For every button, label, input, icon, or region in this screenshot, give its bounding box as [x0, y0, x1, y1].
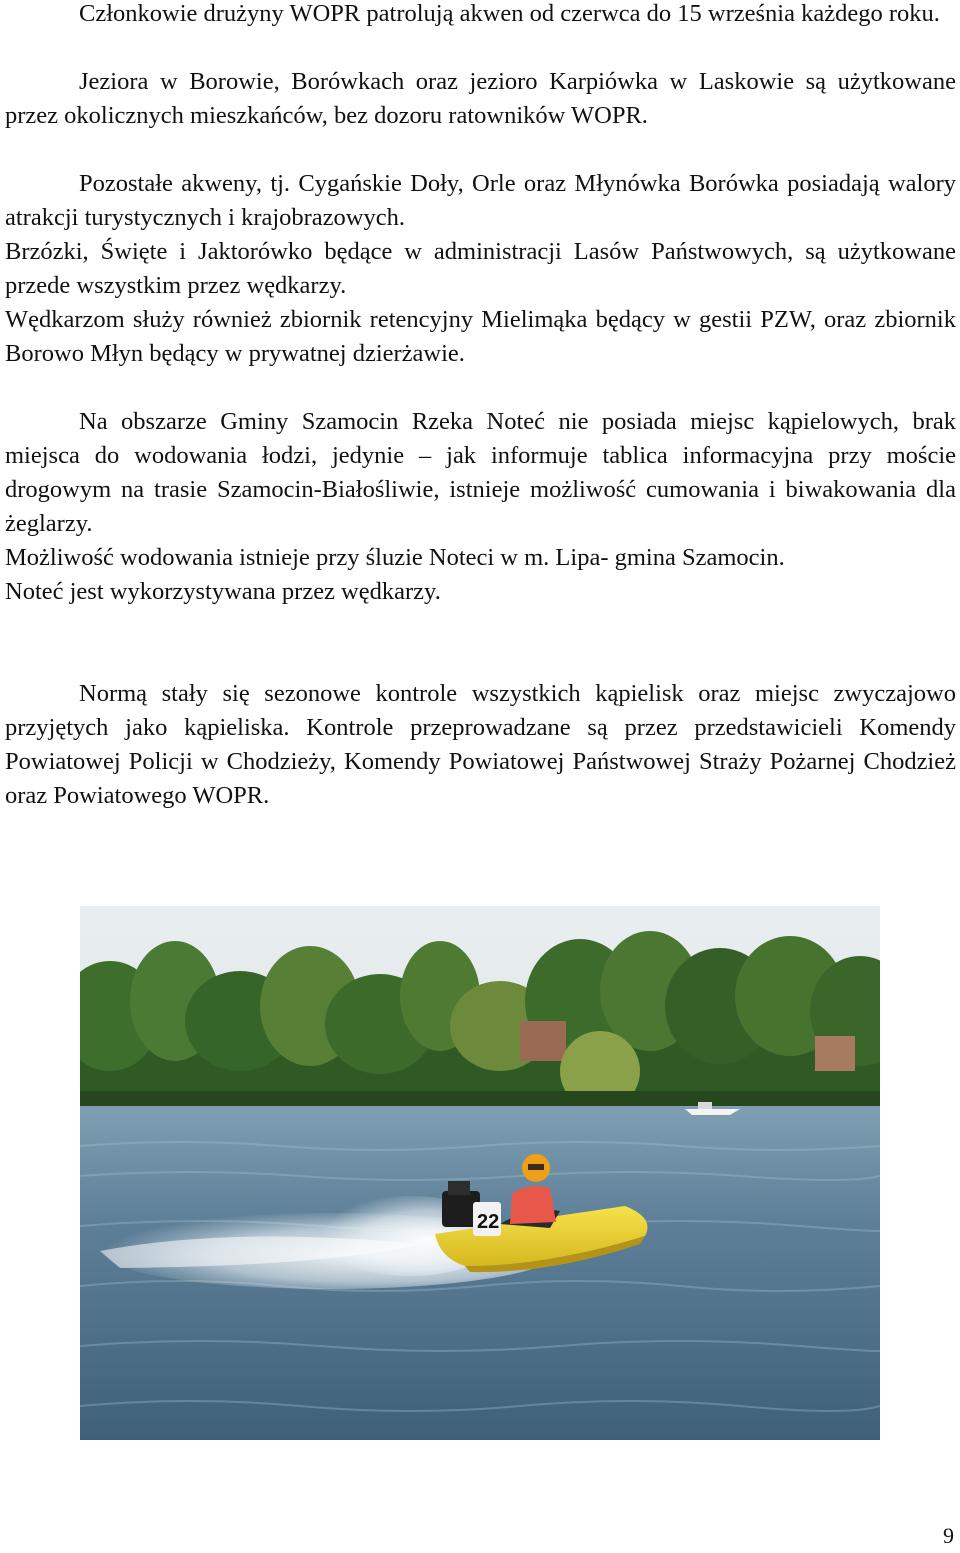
paragraph-launching: Możliwość wodowania istnieje przy śluzie Noteci w m. Lipa- gmina Szamocin.: [5, 544, 785, 571]
paragraph-wopr-patrol: Członkowie drużyny WOPR patrolują akwen od czerwca do 15 września każdego roku.: [79, 0, 940, 27]
speedboat-photo-illustration: [80, 906, 880, 1440]
paragraph-other-waters: Pozostałe akweny, tj. Cygańskie Doły, Orle oraz Młynówka Borówka posiadają walory atrakcji turystycznych i krajobrazowych.: [5, 170, 956, 231]
paragraph-inspections: Normą stały się sezonowe kontrole wszystkich kąpielisk oraz miejsc zwyczajowo przyjętych jako kąpieliska. Kontrole przeprowadzane są przez przedstawicieli Komendy Powiatowej Policji w Chodzieży, Komendy Powiatowej Państwowej Straży Pożarnej Chodzież oraz Powiatowego WOPR.: [5, 680, 956, 809]
paragraph-state-forests: Brzózki, Święte i Jaktorówko będące w administracji Lasów Państwowych, są użytkowane przede wszystkim przez wędkarzy.: [5, 238, 956, 299]
paragraph-lakes-borowo: Jeziora w Borowie, Borówkach oraz jezioro Karpiówka w Laskowie są użytkowane przez okolicznych mieszkańców, bez dozoru ratowników WOPR.: [5, 68, 956, 129]
boat-number: 22: [477, 1211, 500, 1233]
paragraph-notec-river: Na obszarze Gminy Szamocin Rzeka Noteć nie posiada miejsc kąpielowych, brak miejsca do wodowania łodzi, jedynie – jak informuje tablica informacyjna przy moście drogowym na trasie Szamocin-Białośliwie, istnieje możliwość cumowania i biwakowania dla żeglarzy.: [5, 408, 956, 537]
page-number: 9: [943, 1523, 954, 1548]
body-text: [5, 0, 956, 813]
speedboat-photo: [80, 906, 880, 1440]
paragraph-notec-anglers: Noteć jest wykorzystywana przez wędkarzy.: [5, 578, 441, 605]
paragraph-anglers-reservoirs: Wędkarzom służy również zbiornik retencyjny Mielimąka będący w gestii PZW, oraz zbiornik Borowo Młyn będący w prywatnej dzierżawie.: [5, 306, 956, 367]
